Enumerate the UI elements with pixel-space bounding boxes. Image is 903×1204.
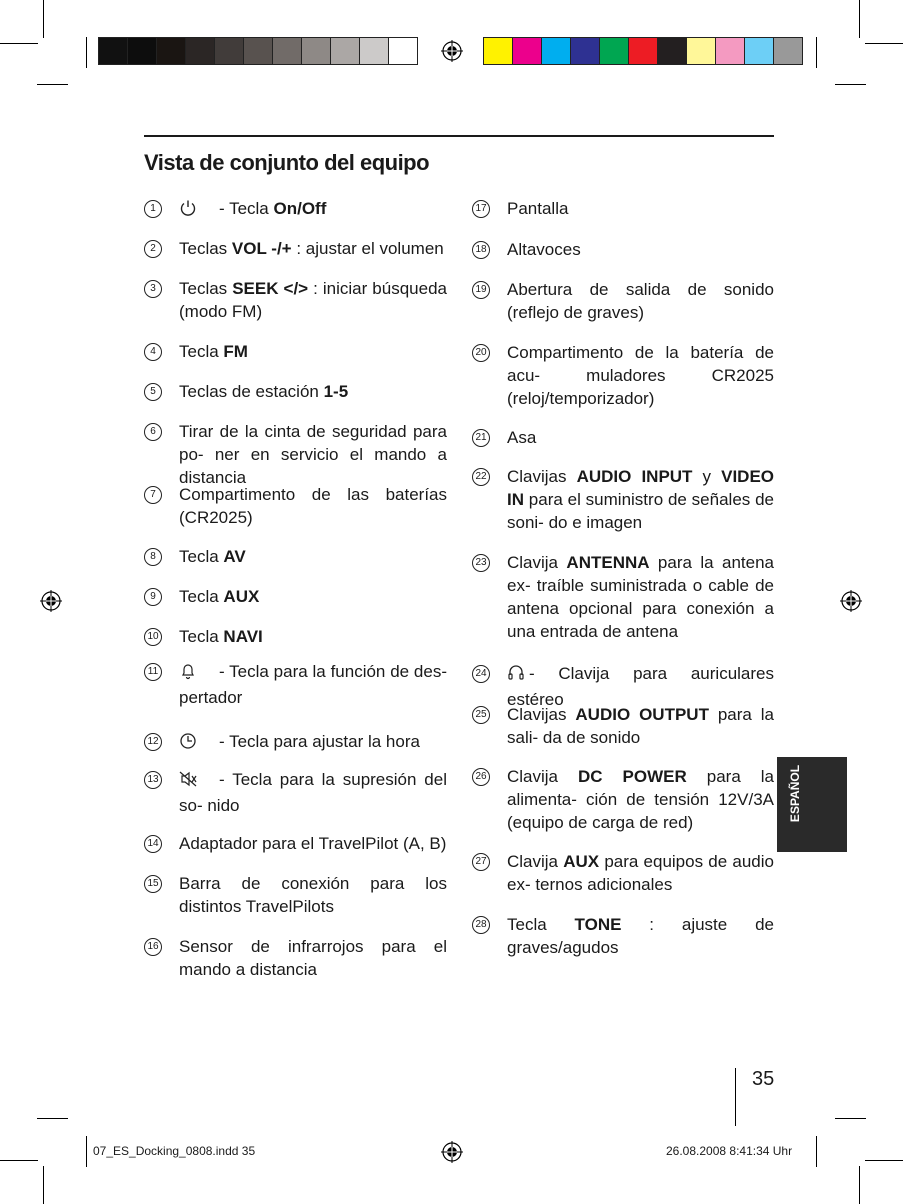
item-text-part: Tecla	[507, 915, 575, 934]
registration-mark-icon	[441, 40, 463, 62]
item-text	[179, 832, 447, 855]
crop-mark	[835, 84, 866, 85]
item-text-part: Tecla	[179, 342, 224, 361]
item-keyword: AUX	[563, 852, 600, 871]
item-text-part: Altavoces	[507, 240, 581, 259]
process-swatch	[512, 37, 542, 65]
item-number-badge: 2	[144, 240, 162, 258]
page-title: Vista de conjunto del equipo	[144, 150, 430, 175]
item-text	[507, 278, 774, 324]
item-text	[179, 625, 447, 648]
mute-icon	[179, 770, 219, 794]
item-text-part: Clavijas	[507, 705, 576, 724]
item-text	[507, 703, 774, 749]
registration-mark-icon	[840, 590, 862, 612]
grey-swatch	[301, 37, 331, 65]
item-text	[507, 341, 774, 410]
item-number-badge: 11	[144, 663, 162, 681]
item-keyword: AUX	[223, 587, 260, 606]
grey-swatch	[243, 37, 273, 65]
item-text	[179, 483, 447, 529]
item-text-part: - Clavija para auriculares estéreo	[507, 664, 774, 709]
item-number-badge: 4	[144, 343, 162, 361]
item-keyword: FM	[223, 342, 248, 361]
item-text-part: Adaptador para el TravelPilot (A, B)	[179, 834, 447, 853]
item-keyword: DC POWER	[578, 767, 687, 786]
item-text-part: Teclas de estación	[179, 382, 324, 401]
item-number-badge: 5	[144, 383, 162, 401]
item-text-part: para el suministro de señales de soni- do e imagen	[507, 490, 774, 532]
item-text-part: : ajuste de graves/agudos	[507, 915, 774, 957]
item-text	[507, 913, 774, 959]
item-keyword: SEEK </>	[232, 279, 309, 298]
process-swatch	[657, 37, 687, 65]
item-text	[179, 545, 447, 568]
item-number-badge: 23	[472, 554, 490, 572]
item-keyword: NAVI	[223, 627, 263, 646]
item-text-part: Clavija	[507, 767, 579, 786]
grey-swatch	[359, 37, 389, 65]
crop-mark	[835, 1118, 866, 1119]
crop-mark	[865, 43, 903, 44]
item-text	[507, 765, 774, 834]
item-number-badge: 22	[472, 468, 490, 486]
item-keyword: AUDIO INPUT	[576, 467, 693, 486]
item-text-part: Sensor de infrarrojos para el mando a distancia	[179, 937, 447, 979]
crop-mark	[37, 1118, 68, 1119]
item-number-badge: 13	[144, 771, 162, 789]
item-text	[179, 420, 447, 489]
item-text-part: Asa	[507, 428, 537, 447]
item-text-part: Pantalla	[507, 199, 569, 218]
process-swatch	[715, 37, 745, 65]
language-tab	[777, 757, 847, 852]
item-text-part: Compartimento de las baterías (CR2025)	[179, 485, 447, 527]
process-swatch	[686, 37, 716, 65]
item-keyword: ANTENNA	[566, 553, 650, 572]
item-text-part: Clavijas	[507, 467, 577, 486]
crop-mark	[859, 0, 860, 38]
item-text	[179, 660, 447, 709]
item-number-badge: 17	[472, 200, 490, 218]
crop-mark	[0, 43, 38, 44]
item-number-badge: 10	[144, 628, 162, 646]
item-number-badge: 16	[144, 938, 162, 956]
grey-swatch	[98, 37, 128, 65]
item-text-part: - Tecla para ajustar la hora	[219, 732, 420, 751]
crop-mark	[86, 37, 87, 68]
item-text-part: Barra de conexión para los distintos TravelPilots	[179, 874, 447, 916]
item-text-part: - Tecla para la supresión del so- nido	[179, 770, 447, 815]
bell-icon	[179, 662, 219, 686]
grey-swatch	[156, 37, 186, 65]
grey-swatch	[127, 37, 157, 65]
item-keyword: AV	[223, 547, 246, 566]
item-text-part: - Tecla para la función de des- pertador	[179, 662, 447, 707]
item-text	[179, 935, 447, 981]
item-keyword: On/Off	[273, 199, 327, 218]
item-text	[179, 585, 447, 608]
item-text-part: Abertura de salida de sonido (reflejo de graves)	[507, 280, 774, 322]
grey-swatch	[214, 37, 244, 65]
footer-file: 07_ES_Docking_0808.indd 35	[93, 1144, 256, 1158]
item-keyword: TONE	[574, 915, 622, 934]
item-text-part: Tirar de la cinta de seguridad para po- ner en servicio el mando a distancia	[179, 422, 447, 487]
crop-mark	[43, 1166, 44, 1204]
item-keyword: VOL -/+	[231, 239, 292, 258]
language-tab-label: ESPAÑOL	[788, 764, 802, 823]
page-number-rule	[735, 1068, 736, 1126]
registration-mark-icon	[40, 590, 62, 612]
item-text-part: Compartimento de la batería de acu- muladores CR2025 (reloj/temporizador)	[507, 343, 774, 408]
item-number-badge: 27	[472, 853, 490, 871]
item-text	[179, 340, 447, 363]
item-text-part: : ajustar el volumen	[291, 239, 444, 258]
grey-swatch	[185, 37, 215, 65]
process-swatch	[744, 37, 774, 65]
item-keyword: 1-5	[323, 382, 349, 401]
item-text-part: - Tecla	[219, 199, 274, 218]
header-rule	[144, 135, 774, 137]
item-text	[507, 197, 774, 220]
item-text	[179, 872, 447, 918]
crop-mark	[816, 37, 817, 68]
item-number-badge: 9	[144, 588, 162, 606]
item-text-part: y	[692, 467, 722, 486]
item-text	[507, 426, 774, 449]
item-text	[179, 237, 447, 260]
item-number-badge: 18	[472, 241, 490, 259]
crop-mark	[43, 0, 44, 38]
item-number-badge: 24	[472, 665, 490, 683]
crop-mark	[37, 84, 68, 85]
item-number-badge: 14	[144, 835, 162, 853]
item-number-badge: 7	[144, 486, 162, 504]
process-swatch	[599, 37, 629, 65]
headphones-icon	[507, 664, 529, 688]
item-number-badge: 8	[144, 548, 162, 566]
item-text	[507, 551, 774, 643]
grey-swatch	[330, 37, 360, 65]
item-number-badge: 26	[472, 768, 490, 786]
item-number-badge: 1	[144, 200, 162, 218]
crop-mark	[86, 1136, 87, 1167]
item-text	[507, 850, 774, 896]
item-number-badge: 12	[144, 733, 162, 751]
process-swatch	[773, 37, 803, 65]
crop-mark	[865, 1160, 903, 1161]
item-number-badge: 20	[472, 344, 490, 362]
process-swatch	[541, 37, 571, 65]
item-text-part: Tecla	[179, 547, 224, 566]
item-text-part: Clavija	[507, 852, 564, 871]
item-text	[179, 277, 447, 323]
item-text	[507, 238, 774, 261]
process-swatch	[628, 37, 658, 65]
item-text-part: para la alimenta- ción de tensión 12V/3A (equipo de carga de red)	[507, 767, 775, 832]
item-text-part: Teclas	[179, 279, 233, 298]
crop-mark	[0, 1160, 38, 1161]
footer-date: 26.08.2008 8:41:34 Uhr	[666, 1144, 793, 1158]
grey-swatch	[272, 37, 302, 65]
item-number-badge: 19	[472, 281, 490, 299]
item-text-part: para equipos de audio ex- ternos adicionales	[507, 852, 774, 894]
item-number-badge: 28	[472, 916, 490, 934]
process-swatch	[570, 37, 600, 65]
item-text	[507, 465, 774, 534]
item-number-badge: 6	[144, 423, 162, 441]
item-text	[179, 197, 447, 223]
item-number-badge: 25	[472, 706, 490, 724]
registration-mark-icon	[441, 1141, 463, 1163]
item-keyword: AUDIO OUTPUT	[575, 705, 709, 724]
item-keyword: VIDEO IN	[507, 467, 775, 509]
item-text-part: Clavija	[507, 553, 567, 572]
power-icon	[179, 199, 219, 223]
item-text-part: Tecla	[179, 587, 224, 606]
page-number: 35	[752, 1068, 775, 1090]
item-text	[179, 380, 447, 403]
clock-icon	[179, 732, 219, 756]
crop-mark	[816, 1136, 817, 1167]
item-number-badge: 15	[144, 875, 162, 893]
item-text-part: Teclas	[179, 239, 232, 258]
item-text	[179, 768, 447, 817]
item-text-part: para la sali- da de sonido	[507, 705, 774, 747]
item-number-badge: 21	[472, 429, 490, 447]
item-text	[179, 730, 447, 756]
item-text-part: : iniciar búsqueda (modo FM)	[179, 279, 447, 321]
crop-mark	[859, 1166, 860, 1204]
item-text-part: Tecla	[179, 627, 224, 646]
item-text-part: para la antena ex- traíble suministrada o cable de antena opcional para conexión a una entrada de antena	[507, 553, 774, 641]
item-number-badge: 3	[144, 280, 162, 298]
grey-swatch	[388, 37, 418, 65]
process-swatch	[483, 37, 513, 65]
